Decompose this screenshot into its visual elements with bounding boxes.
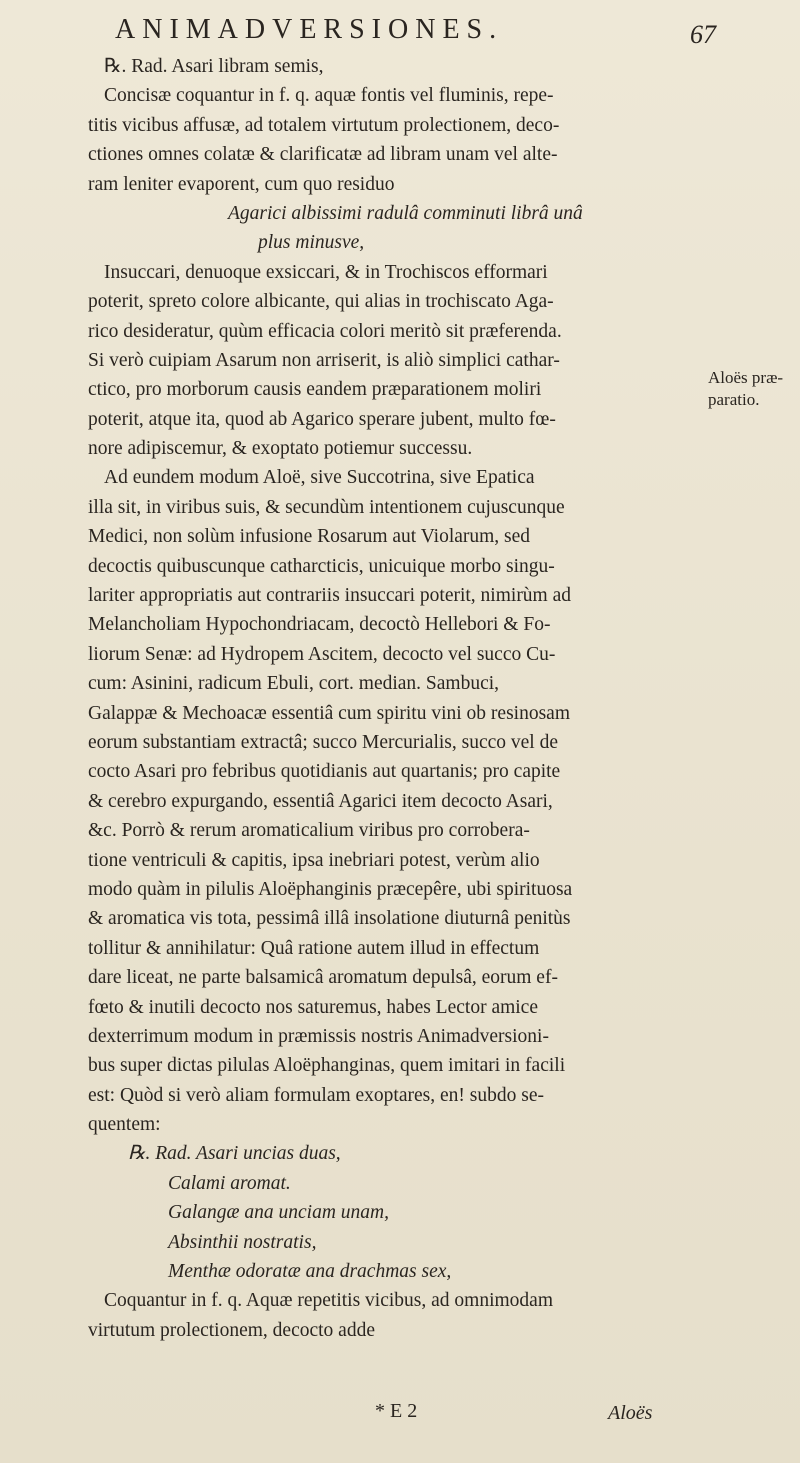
text-line: ℞. Rad. Asari uncias duas, <box>128 1143 341 1165</box>
margin-note-line: Aloës præ- <box>708 368 784 387</box>
text-line: eorum substantiam extractâ; succo Mercurialis, succo vel de <box>88 731 558 753</box>
text-line: Calami aromat. <box>168 1172 291 1194</box>
text-line: modo quàm in pilulis Aloëphanginis præcepêre, ubi spirituosa <box>88 878 573 900</box>
text-line: liorum Senæ: ad Hydropem Ascitem, decocto vel succo Cu- <box>88 643 556 665</box>
text-line: Si verò cuipiam Asarum non arriserit, is aliò simplici cathar- <box>88 349 560 371</box>
text-line: dare liceat, ne parte balsamicâ aromatum depulsâ, eorum ef- <box>88 967 558 989</box>
text-line: titis vicibus affusæ, ad totalem virtutum prolectionem, deco- <box>88 114 560 136</box>
text-line: poterit, spreto colore albicante, qui alias in trochiscato Aga- <box>88 291 554 313</box>
margin-note-line: paratio. <box>708 390 760 409</box>
text-line: dexterrimum modum in præmissis nostris Animadversioni- <box>88 1025 549 1047</box>
text-line: est: Quòd si verò aliam formulam exoptares, en! subdo se- <box>88 1084 544 1106</box>
page-header <box>0 10 800 50</box>
text-line: &c. Porrò & rerum aromaticalium viribus pro corrobera- <box>88 820 530 842</box>
catchword: Aloës <box>608 1402 653 1424</box>
text-line: tollitur & annihilatur: Quâ ratione autem illud in effectum <box>88 937 540 959</box>
text-line: cocto Asari pro febribus quotidianis aut quartanis; pro capite <box>88 761 561 783</box>
text-line: lariter appropriatis aut contrariis insuccari poterit, nimirùm ad <box>88 585 572 607</box>
signature-mark: * E 2 <box>375 1400 418 1422</box>
text-line: cum: Asinini, radicum Ebuli, cort. median. Sambuci, <box>88 673 500 695</box>
text-line: nore adipiscemur, & exoptato potiemur successu. <box>88 438 473 460</box>
text-line: ctico, pro morborum causis eandem præparationem moliri <box>88 379 542 401</box>
text-line: poterit, atque ita, quod ab Agarico sperare jubent, multo fœ- <box>88 408 556 430</box>
text-line: bus super dictas pilulas Aloëphanginas, quem imitari in facili <box>88 1055 566 1077</box>
text-line: illa sit, in viribus suis, & secundùm intentionem cujuscunque <box>88 496 565 518</box>
text-line: ram leniter evaporent, cum quo residuo <box>88 173 395 195</box>
text-line: Coquantur in f. q. Aquæ repetitis vicibus, ad omnimodam <box>104 1290 553 1312</box>
text-line: quentem: <box>88 1114 161 1136</box>
running-head: ANIMADVERSIONES. <box>115 14 504 45</box>
page-number: 67 <box>690 20 716 49</box>
text-line: ℞. Rad. Asari libram semis, <box>104 56 324 77</box>
text-line: decoctis quibuscunque catharcticis, unicuique morbo singu- <box>88 555 555 577</box>
body-text <box>88 52 703 1345</box>
text-line: Galangæ ana unciam unam, <box>168 1202 389 1224</box>
text-line: rico desideratur, quùm efficacia colori meritò sit præferenda. <box>88 320 562 342</box>
text-line: plus minusve, <box>258 232 365 254</box>
text-line: Medici, non solùm infusione Rosarum aut Violarum, sed <box>88 526 531 548</box>
text-line: tione ventriculi & capitis, ipsa inebriari potest, verùm alio <box>88 849 540 871</box>
text-line: Agarici albissimi radulâ comminuti librâ unâ <box>228 202 583 224</box>
text-line: Absinthii nostratis, <box>168 1231 317 1253</box>
text-line: Melancholiam Hypochondriacam, decoctò Hellebori & Fo- <box>88 614 551 636</box>
text-line: virtutum prolectionem, decocto adde <box>88 1319 375 1341</box>
text-line: & aromatica vis tota, pessimâ illâ insolatione diuturnâ penitùs <box>88 908 571 930</box>
text-line: ctiones omnes colatæ & clarificatæ ad libram unam vel alte- <box>88 144 558 166</box>
text-line: Galappæ & Mechoacæ essentiâ cum spiritu vini ob resinosam <box>88 702 570 724</box>
text-line: Ad eundem modum Aloë, sive Succotrina, sive Epatica <box>104 467 535 489</box>
text-line: fœto & inutili decocto nos saturemus, habes Lector amice <box>88 996 538 1018</box>
text-line: & cerebro expurgando, essentiâ Agarici item decocto Asari, <box>88 790 553 812</box>
text-line: Concisæ coquantur in f. q. aquæ fontis vel fluminis, repe- <box>104 85 554 107</box>
margin-note <box>708 367 800 411</box>
text-line: Insuccari, denuoque exsiccari, & in Trochiscos efformari <box>104 261 548 283</box>
text-line: Menthæ odoratæ ana drachmas sex, <box>168 1261 452 1283</box>
